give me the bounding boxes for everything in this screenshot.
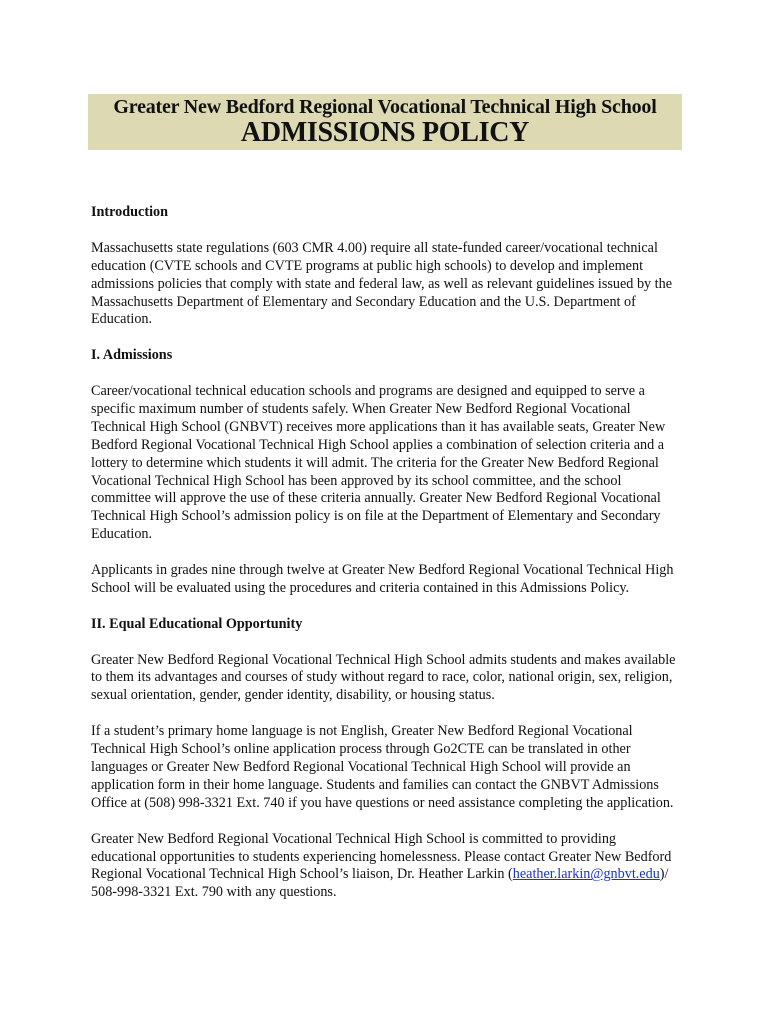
intro-heading: Introduction [91, 204, 168, 220]
policy-title: ADMISSIONS POLICY [240, 117, 530, 148]
school-name: Greater New Bedford Regional Vocational Technical High School [113, 96, 657, 118]
email-link[interactable]: heather.larkin@gnbvt.edu [512, 866, 660, 883]
equal-opportunity-paragraph-3 [91, 831, 681, 903]
equal-opportunity-paragraph-2: If a student’s primary home language is not English, Greater New Bedford Regional Vocational Technical High School’s online application process through Go2CTE can be translated in other languages or Greater New Bedford Regional Vocational Technical High School will provide an application form in their home language. Students and families can contact the GNBVT Admissions Office at (508) 998-3321 Ext. 740 if you have questions or need assistance completing the application. [91, 723, 674, 811]
paragraph-text: Greater New Bedford Regional Vocational Technical High School is committed to providing educational opportunities to students experiencing homelessness. Please contact Greater New Bedford Regional Vocational Technical High School’s liaison, Dr. Heather Larkin ( [91, 830, 672, 883]
equal-opportunity-heading: II. Equal Educational Opportunity [91, 615, 303, 632]
title-banner [88, 94, 682, 150]
intro-paragraph: Massachusetts state regulations (603 CMR 4.00) require all state-funded career/vocational technical education (CVTE schools and CVTE programs at public high schools) to develop and implement admissions policies that comply with state and federal law, as well as relevant guidelines issued by the Massachusetts Department of Elementary and Secondary Education and the U.S. Department of Education. [91, 239, 673, 328]
admissions-heading: I. Admissions [91, 347, 173, 364]
document-body [91, 204, 681, 902]
admissions-paragraph-2: Applicants in grades nine through twelve at Greater New Bedford Regional Vocational Technical High School will be evaluated using the procedures and criteria contained in this Admissions Policy. [91, 562, 674, 596]
paragraph-text: )/ 508-998-3321 Ext. 790 with any questions. [91, 866, 669, 901]
admissions-paragraph-1: Career/vocational technical education schools and programs are designed and equipped to serve a specific maximum number of students safely. When Greater New Bedford Regional Vocational Technical High School (GNBVT) receives more applications than it has available seats, Greater New Bedford Regional Vocational Technical High School applies a combination of selection criteria and a lottery to determine which students it will admit. The criteria for the Greater New Bedford Regional Vocational Technical High School has been approved by its school committee, and the school committee will approve the use of these criteria annually. Greater New Bedford Regional Vocational Technical High School’s admission policy is on file at the Department of Elementary and Secondary Education. [91, 383, 666, 543]
equal-opportunity-paragraph-1: Greater New Bedford Regional Vocational Technical High School admits students and makes available to them its advantages and courses of study without regard to race, color, national origin, sex, religion, sexual orientation, gender, gender identity, disability, or housing status. [91, 651, 676, 704]
